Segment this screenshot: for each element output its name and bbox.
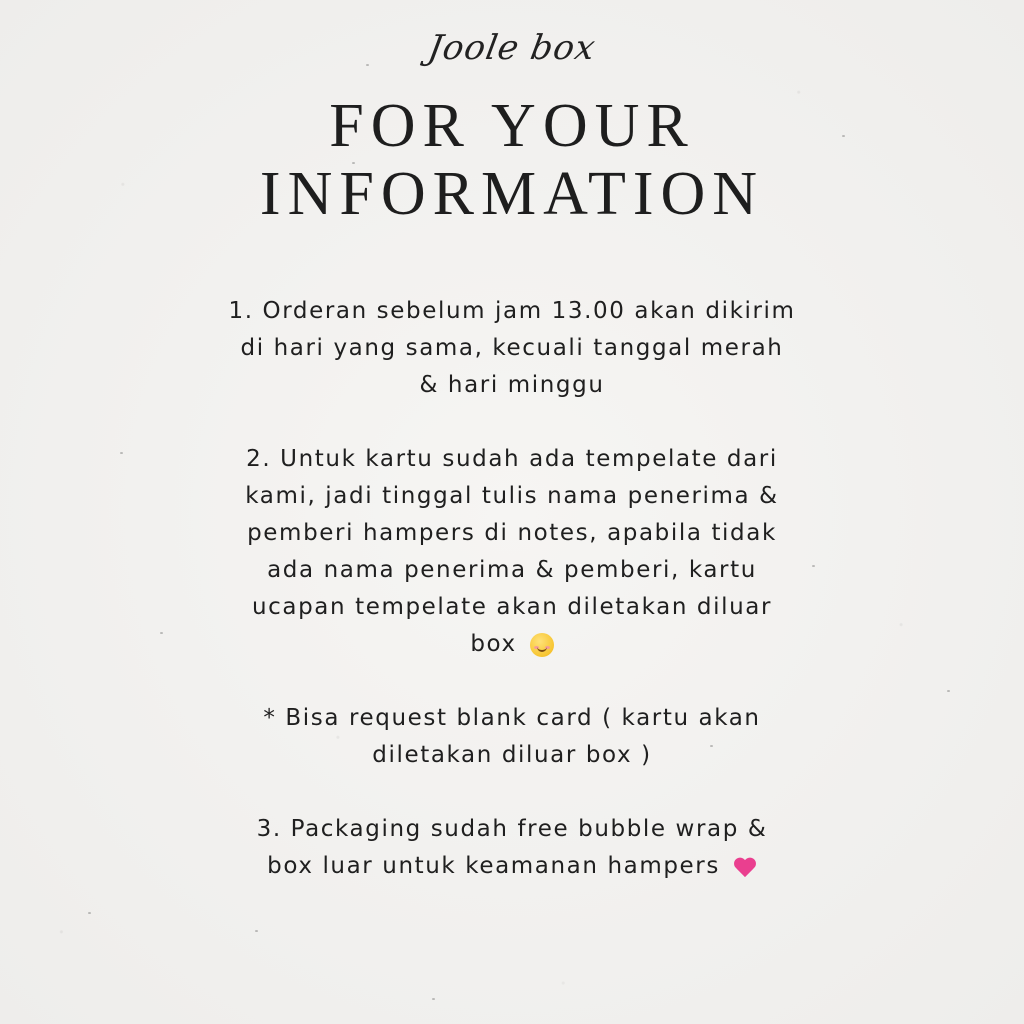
text-fragment: box luar untuk keamanan hampers [267, 853, 720, 879]
info-content [150, 293, 874, 922]
sparkling-heart-icon [733, 855, 757, 879]
info-item-2 [150, 441, 874, 663]
text-line: & hari minggu [419, 372, 605, 398]
info-item-1 [150, 293, 874, 404]
text-fragment: box [470, 631, 517, 657]
text-line-with-emoji [150, 848, 874, 885]
paper-speck [947, 690, 950, 692]
title-line-2: INFORMATION [259, 160, 765, 228]
text-line: ucapan tempelate akan diletakan diluar [251, 594, 773, 620]
text-line: 2. Untuk kartu sudah ada tempelate dari [246, 446, 778, 472]
brand-logo: Joole box [425, 28, 599, 68]
text-line: 1. Orderan sebelum jam 13.00 akan dikirim [228, 298, 796, 324]
text-line: * Bisa request blank card ( kartu akan [263, 705, 761, 731]
text-line: ada nama penerima & pemberi, kartu [267, 557, 757, 583]
paper-speck [88, 912, 91, 914]
text-line: diletakan diluar box ) [372, 742, 652, 768]
paper-speck [120, 452, 123, 454]
text-line: di hari yang sama, kecuali tanggal merah [240, 335, 784, 361]
paper-speck [255, 930, 258, 932]
text-line: pemberi hampers di notes, apabila tidak [247, 520, 777, 546]
info-item-3 [150, 811, 874, 885]
page-title [0, 92, 1024, 228]
paper-speck [432, 998, 435, 1000]
text-line: 3. Packaging sudah free bubble wrap & [256, 816, 768, 842]
text-line: kami, jadi tinggal tulis nama penerima & [245, 483, 779, 509]
smiling-face-icon [530, 633, 554, 657]
text-line-with-emoji [150, 626, 874, 663]
title-line-1: FOR YOUR [329, 92, 695, 160]
info-note [150, 700, 874, 774]
